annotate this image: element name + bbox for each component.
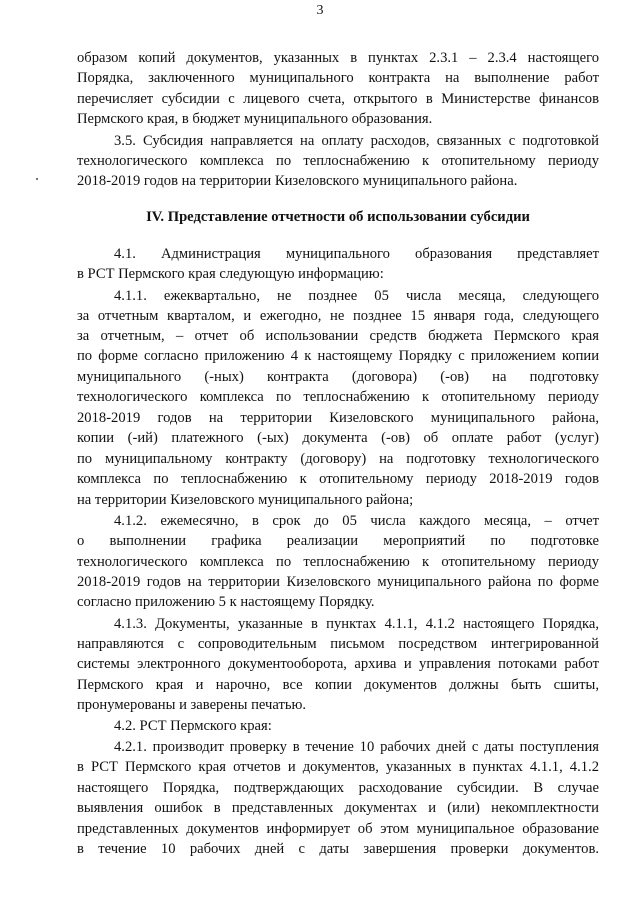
text-line: Пермского края, в бюджет муниципального образования. bbox=[77, 111, 433, 127]
text-line: технологического комплекса по теплоснабжению к отопительному периоду bbox=[77, 153, 599, 169]
text-line: в течение 10 рабочих дней с даты завершения проверки документов. bbox=[77, 841, 599, 857]
text-line: 4.2. РСТ Пермского края: bbox=[114, 718, 272, 734]
text-line: согласно приложению 5 к настоящему Порядку. bbox=[77, 594, 375, 610]
text-line: 4.1.1. ежеквартально, не позднее 05 числа месяца, следующего bbox=[114, 288, 599, 304]
text-line: образом копий документов, указанных в пунктах 2.3.1 – 2.3.4 настоящего bbox=[77, 50, 599, 66]
text-line: перечисляет субсидии с лицевого счета, открытого в Министерстве финансов bbox=[77, 91, 599, 107]
text-line: технологического комплекса по теплоснабжению к отопительному периоду bbox=[77, 389, 599, 405]
page-number: 3 bbox=[316, 3, 324, 18]
text-line: за отчетным, – отчет об использовании средств бюджета Пермского края bbox=[77, 328, 599, 344]
text-line: о выполнении графика реализации мероприятий по подготовке bbox=[77, 533, 599, 549]
text-line: на территории Кизеловского муниципального района; bbox=[77, 492, 414, 508]
text-line: муниципального (-ных) контракта (договора) (-ов) на подготовку bbox=[77, 369, 599, 385]
text-line: 4.2.1. производит проверку в течение 10 рабочих дней с даты поступления bbox=[114, 739, 599, 755]
text-line: по муниципальному контракту (договору) на подготовку технологического bbox=[77, 451, 599, 467]
text-line: 3.5. Субсидия направляется на оплату расходов, связанных с подготовкой bbox=[114, 133, 599, 149]
text-line: Порядка, заключенного муниципального контракта на выполнение работ bbox=[77, 70, 599, 86]
text-line: направляются с сопроводительным письмом посредством интегрированной bbox=[77, 636, 599, 652]
text-line: комплекса по теплоснабжению к отопительному периоду 2018-2019 годов bbox=[77, 471, 599, 487]
text-line: пронумерованы и заверены печатью. bbox=[77, 697, 307, 713]
text-line: в РСТ Пермского края отчетов и документов, указанных в пунктах 4.1.1, 4.1.2 bbox=[77, 759, 599, 775]
text-line: выявления ошибок в представленных документах и (или) некомплектности bbox=[77, 800, 599, 816]
text-line: копии (-ий) платежного (-ых) документа (-ов) об оплате работ (услуг) bbox=[77, 430, 599, 446]
text-line: 2018-2019 годов на территории Кизеловского муниципального района, bbox=[77, 410, 599, 426]
text-line: настоящего Порядка, подтверждающих расходование субсидии. В случае bbox=[77, 780, 599, 796]
text-line: по форме согласно приложению 4 к настоящему Порядку с приложением копии bbox=[77, 348, 599, 364]
text-line: Пермского края и нарочно, все копии документов должны быть сшиты, bbox=[77, 677, 599, 693]
text-line: технологического комплекса по теплоснабжению к отопительному периоду bbox=[77, 554, 599, 570]
text-line: в РСТ Пермского края следующую информацию: bbox=[77, 266, 384, 282]
section-heading: IV. Представление отчетности об использовании субсидии bbox=[146, 209, 530, 225]
scan-speck bbox=[36, 178, 38, 180]
text-line: за отчетным кварталом, и ежегодно, не позднее 15 января года, следующего bbox=[77, 308, 599, 324]
text-line: 2018-2019 годов на территории Кизеловского муниципального района по форме bbox=[77, 574, 599, 590]
text-line: представленных документов информирует об этом муниципальное образование bbox=[77, 821, 599, 837]
text-line: 2018-2019 годов на территории Кизеловского муниципального района. bbox=[77, 173, 518, 189]
text-line: системы электронного документооборота, архива и управления потоками работ bbox=[77, 656, 599, 672]
text-line: 4.1. Администрация муниципального образования представляет bbox=[114, 246, 599, 262]
text-line: 4.1.3. Документы, указанные в пунктах 4.1.1, 4.1.2 настоящего Порядка, bbox=[114, 616, 599, 632]
text-line: 4.1.2. ежемесячно, в срок до 05 числа каждого месяца, – отчет bbox=[114, 513, 599, 529]
